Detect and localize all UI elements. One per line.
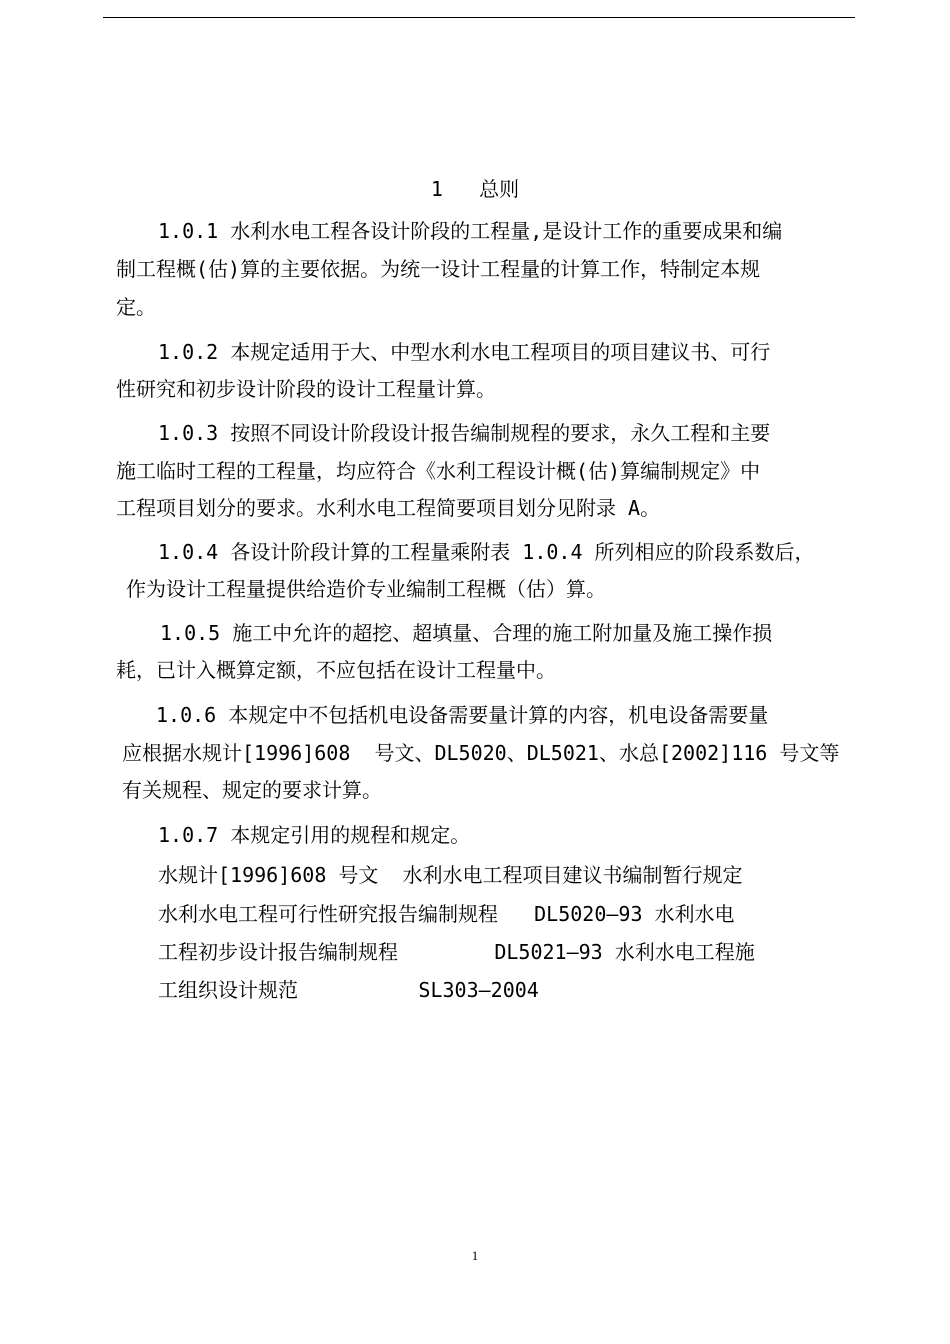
- para-1-0-5-line-1: 1.0.5 施工中允许的超挖、超填量、合理的施工附加量及施工操作损: [160, 621, 773, 645]
- section-heading: 1 总则: [430, 177, 520, 201]
- para-1-0-6-line-2: 应根据水规计[1996]608 号文、DL5020、DL5021、水总[2002]116 号文等: [122, 741, 840, 765]
- reference-line-2: 水利水电工程可行性研究报告编制规程 DL5020—93 水利水电: [158, 902, 735, 926]
- para-1-0-5-line-2: 耗，已计入概算定额，不应包括在设计工程量中。: [116, 658, 556, 682]
- para-1-0-3-line-3: 工程项目划分的要求。水利水电工程简要项目划分见附录 A。: [116, 496, 661, 520]
- para-1-0-7-line-1: 1.0.7 本规定引用的规程和规定。: [158, 823, 471, 847]
- para-1-0-4-line-1: 1.0.4 各设计阶段计算的工程量乘附表 1.0.4 所列相应的阶段系数后，: [158, 540, 815, 564]
- para-1-0-1-line-2: 制工程概(估)算的主要依据。为统一设计工程量的计算工作，特制定本规: [116, 257, 761, 281]
- para-1-0-3-line-1: 1.0.3 按照不同设计阶段设计报告编制规程的要求，永久工程和主要: [158, 421, 771, 445]
- para-1-0-2-line-1: 1.0.2 本规定适用于大、中型水利水电工程项目的项目建议书、可行: [158, 340, 771, 364]
- para-1-0-6-line-3: 有关规程、规定的要求计算。: [122, 778, 382, 802]
- header-rule: [103, 17, 855, 18]
- para-1-0-3-line-2: 施工临时工程的工程量，均应符合《水利工程设计概(估)算编制规定》中: [116, 459, 761, 483]
- reference-line-4: 工组织设计规范 SL303—2004: [158, 978, 539, 1002]
- reference-line-1: 水规计[1996]608 号文 水利水电工程项目建议书编制暂行规定: [158, 863, 743, 887]
- para-1-0-2-line-2: 性研究和初步设计阶段的设计工程量计算。: [116, 377, 496, 401]
- para-1-0-1-line-1: 1.0.1 水利水电工程各设计阶段的工程量,是设计工作的重要成果和编: [158, 219, 783, 243]
- para-1-0-1-line-3: 定。: [116, 295, 156, 319]
- reference-line-3: 工程初步设计报告编制规程 DL5021—93 水利水电工程施: [158, 940, 755, 964]
- page-number: 1: [471, 1248, 479, 1263]
- para-1-0-6-line-1: 1.0.6 本规定中不包括机电设备需要量计算的内容，机电设备需要量: [156, 703, 769, 727]
- para-1-0-4-line-2: 作为设计工程量提供给造价专业编制工程概（估）算。: [126, 577, 606, 601]
